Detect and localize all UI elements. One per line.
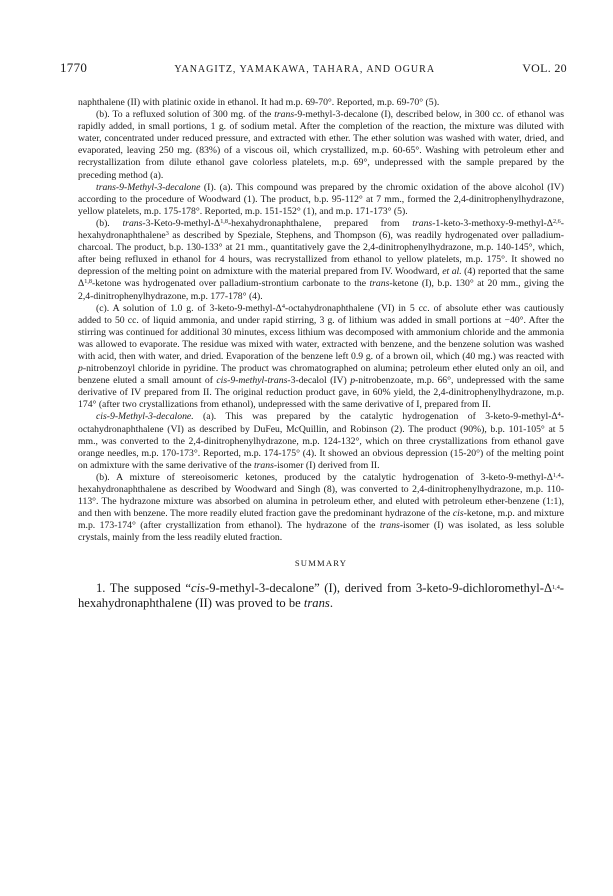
running-title: YANAGITZ, YAMAKAWA, TAHARA, AND OGURA xyxy=(174,64,436,75)
section-heading: trans-9-Methyl-3-decalone xyxy=(96,181,201,193)
paragraph: (c). A solution of 1.0 g. of $3-keto-9-methyl-\Delta^4$-octahydronaphthalene (VI) in 5 cc. of absolute ether was cautiously added to 50 cc. of liquid ammonia, and under rapid stirring, 3 g. of lithium was added in small portions at −40°. After the stirring was continued for additional 30 minutes, excess lithium was decomposed with ammonium chloride and the ammonia was allowed to evaporate. The residue was mixed with water, extracted with benzene, and the benzene solution was washed with acid, then with water, and dried. Evaporation of the benzene left 0.9 g. of a brown oil, which (40 mg.) was reacted with p-nitrobenzoyl chloride in pyridine. The product was chromatographed on alumina; petroleum ether eluted only an oil, and benzene eluted a small amount of cis-9-methyl-trans-3-decalol (IV) p-nitrobenzoate, m.p. 66°, undepressed with the same derivative of IV prepared from II. The original reduction product gave, in 60% yield, the 2,4-dinitrophenylhydrazone, m.p. 174° (after two crystallizations from ethanol), undepressed with the same derivative of I, prepared from II. xyxy=(78,302,564,411)
paragraph: (b). A mixture of stereoisomeric ketones, produced by the catalytic hydrogenation of $3-keto-9-methyl-\Delta^{1,4}$-hexahydronaphthalene as described by Woodward and Singh (8), was converted to 2,4-dinitrophenylhydrazone, m.p. 110-113°. The hydrazone mixture was absorbed on alumina in petroleum ether, and eluted with petroleum ether-benzene (1:1), and then with benzene. The more readily eluted fraction gave the predominant hydrazone of the cis-ketone, m.p. and mixture m.p. 173-174° (after crystallization from ethanol). The hydrazone of the trans-isomer (I) was isolated, as less soluble crystals, mainly from the less readily eluted fraction. xyxy=(78,471,564,544)
volume-label: VOL. 20 xyxy=(522,61,567,75)
paragraph: (b). trans-$3-Keto-9-methyl-\Delta^{1,8}$-hexahydronaphthalene, prepared from trans-$1-keto-3-methoxy-9-methyl-\Delta^{2,6}-hexahydronaphthalene^3$ as described by Speziale, Stephens, and Thompson (6), was readily hydrogenated over palladium-charcoal. The product, b.p. 130-133° at 21 mm., quantitatively gave the 2,4-dinitrophenylhydrazone, m.p. 140-145°, which, after being refluxed in ethanol for 4 hours, was recrystallized from ethanol to yellow platelets, m.p. 175°. It showed no depression of the melting point on admixture with the material prepared from IV. Woodward, et al. (4) reported that the same Δ$^{1,8}$-ketone was hydrogenated over palladium-strontium carbonate to the trans-ketone (I), b.p. 130° at 20 mm., giving the 2,4-dinitrophenylhydrazone, m.p. 177-178° (4). xyxy=(78,217,564,302)
paragraph: cis-9-Methyl-3-decalone. (a). This was prepared by the catalytic hydrogenation of $3-keto-9-methyl-\Delta^4$-octahydronaphthalene (VI) as described by DuFeu, McQuillin, and Robinson (2). The product (90%), b.p. 101-105° at 5 mm., was converted to the 2,4-dinitrophenylhydrazone, m.p. 124-132°, which on three crystallizations from ethanol gave orange needles, m.p. 170-173°. Reported, m.p. 174-175° (4). It showed an obvious depression (15-20°) of the melting point on admixture with the same derivative of the trans-isomer (I) derived from II. xyxy=(78,411,564,471)
summary-item: 1. The supposed “cis-9-methyl-3-decalone” (I), derived from $3-keto-9-dichloromethyl-\Delta^{1,4}$-hexahydronaphthalene (II) was proved to be trans. xyxy=(78,580,564,611)
running-header xyxy=(60,60,567,80)
article-body xyxy=(78,97,564,612)
summary-heading: SUMMARY xyxy=(294,558,348,569)
paragraph: trans-9-Methyl-3-decalone (I). (a). This compound was prepared by the chromic oxidation of the above alcohol (IV) according to the procedure of Woodward (1). The product, b.p. 95-112° at 7 mm., formed the 2,4-dinitrophenylhydrazone, yellow platelets, m.p. 175-178°. Reported, m.p. 151-152° (1), and m.p. 171-173° (5). xyxy=(78,181,564,217)
section-heading: cis-9-Methyl-3-decalone. xyxy=(96,411,194,423)
paragraph: naphthalene (II) with platinic oxide in ethanol. It had m.p. 69-70°. Reported, m.p. 69-70° (5). xyxy=(78,97,440,108)
paragraph: (b). To a refluxed solution of 300 mg. of the trans-9-methyl-3-decalone (I), described below, in 300 cc. of ethanol was rapidly added, in small portions, 1 g. of sodium metal. After the completion of the reaction, the mixture was diluted with water, concentrated under reduced pressure, and extracted with ether. The ether solution was washed with water, dried, and evaporated, leaving 250 mg. (83%) of a viscous oil, which crystallized, m.p. 60-65°. Washing with petroleum ether and recrystallization from dilute ethanol gave colorless platelets, m.p. 69°, undepressed with the sample prepared by the preceding method (a). xyxy=(78,109,564,181)
page-number: 1770 xyxy=(60,60,88,75)
